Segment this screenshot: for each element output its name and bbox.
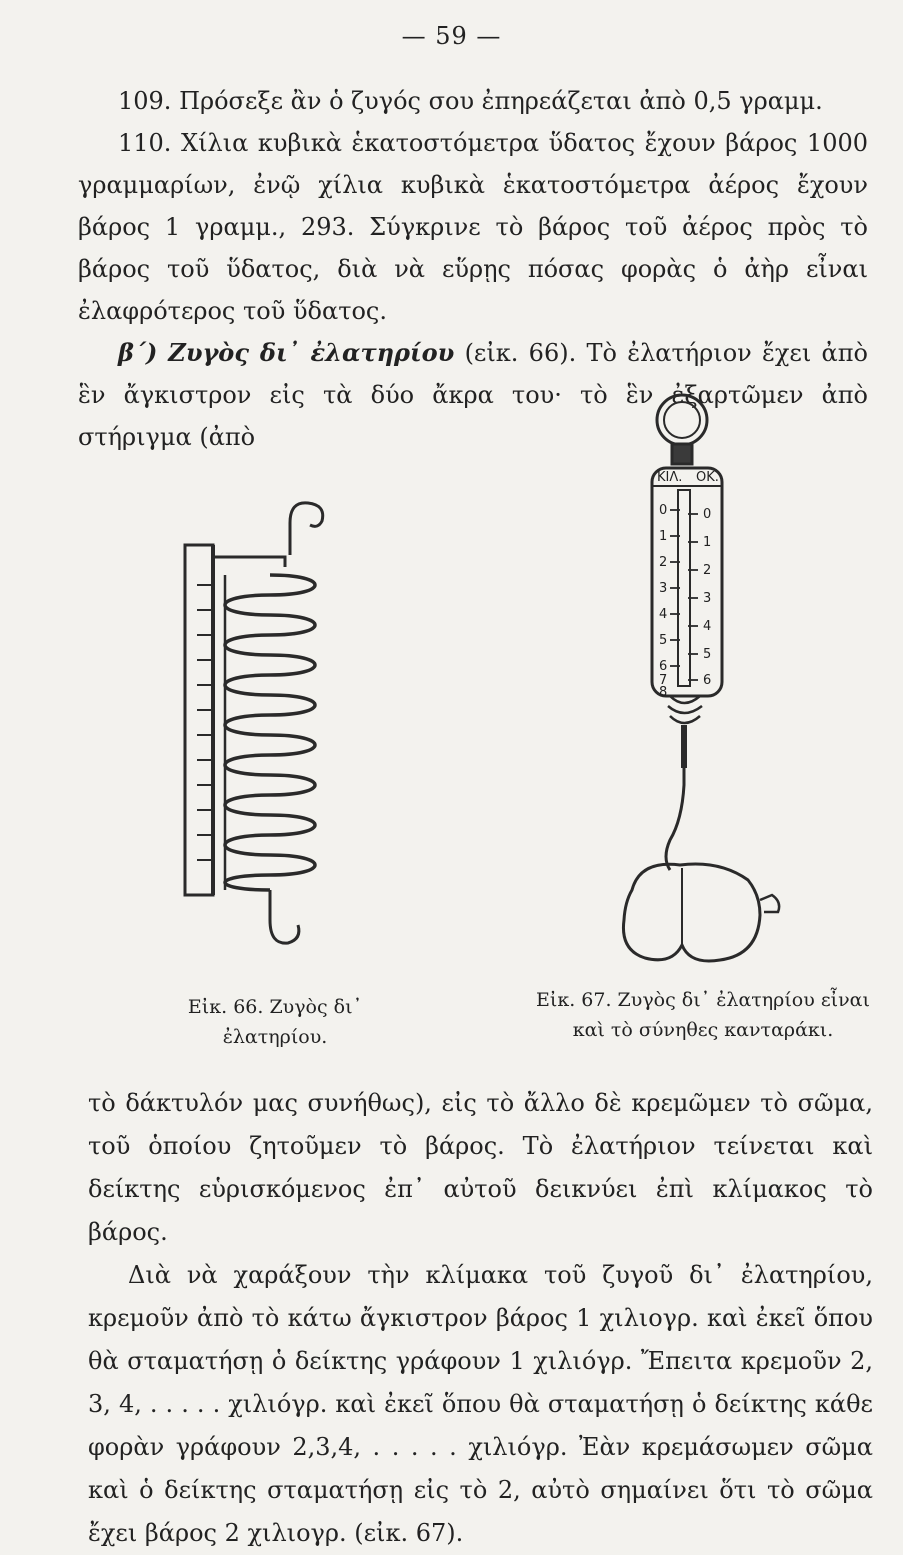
bottom-text-block — [88, 1082, 873, 1555]
kilo-mark: 8 — [659, 685, 668, 700]
kilo-mark: 2 — [659, 555, 668, 570]
kilo-mark: 0 — [659, 503, 668, 518]
figure-66-caption: Εἰκ. 66. Ζυγὸς δι᾽ ἐλατηρίου. — [187, 996, 363, 1048]
oka-mark: 4 — [703, 619, 712, 634]
hanging-bundle — [623, 864, 760, 961]
bottom-hook — [270, 890, 299, 943]
top-hook — [290, 503, 323, 555]
page-number: — 59 — — [401, 22, 502, 50]
section-heading-beta: β΄) Ζυγὸς δι᾽ ἐλατηρίου — [118, 338, 455, 367]
scale-label-kilo: ΚΙΛ. — [657, 470, 683, 485]
oka-mark: 5 — [703, 647, 712, 662]
scale-label-oka: ΟΚ. — [696, 470, 719, 485]
kilo-mark: 6 — [659, 659, 668, 674]
figure-67-kantaraki — [610, 390, 800, 980]
oka-mark: 0 — [703, 507, 712, 522]
scale-ticks — [197, 585, 213, 860]
oka-mark: 3 — [703, 591, 712, 606]
kilo-mark: 4 — [659, 607, 668, 622]
scale-ticks — [670, 510, 698, 680]
oka-mark: 1 — [703, 535, 712, 550]
figure-66-spring-balance — [170, 495, 360, 975]
bottom-hook — [666, 768, 684, 870]
oka-mark: 2 — [703, 563, 712, 578]
kilo-mark: 3 — [659, 581, 668, 596]
kilo-mark: 7 — [659, 673, 668, 688]
paragraph-scale: Διὰ νὰ χαράξουν τὴν κλίμακα τοῦ ζυγοῦ δι᾽ ἐλατηρίου, κρεμοῦν ἀπὸ τὸ κάτω ἄγκιστρον βάρος 1 χιλιογρ. καὶ ἐκεῖ ὅπου θὰ σταματήσῃ ὁ δείκτης γράφουν 1 χιλιόγρ. Ἔπειτα κρεμοῦν 2, 3, 4, . . . . . χιλιόγρ. καὶ ἐκεῖ ὅπου θὰ σταματήσῃ ὁ δείκτης κάθε φορὰν γράφουν 2,3,4, . . . . . χιλιόγρ. Ἐὰν κρεμάσωμεν σῶμα καὶ ὁ δείκτης σταματήσῃ εἰς τὸ 2, αὐτὸ σημαίνει ὅτι τὸ σῶμα ἔχει βάρος 2 χιλιογρ. (εἰκ. 67). — [88, 1261, 873, 1547]
spring-coil — [225, 575, 315, 890]
paragraph-109: 109. Πρόσεξε ἂν ὁ ζυγός σου ἐπηρεάζεται ἀπὸ 0,5 γραμμ. — [118, 87, 823, 115]
paragraph-beta-text: (εἰκ. 66). Τὸ ἐλατήριον ἔχει ἀπὸ ἓν ἄγκιστρον εἰς τὰ δύο ἄκρα του· τὸ ἓν ἐξαρτῶμεν ἀπὸ στήριγμα (ἀπὸ — [78, 339, 868, 451]
paragraph-continuation: τὸ δάκτυλόν μας συνήθως), εἰς τὸ ἄλλο δὲ κρεμῶμεν τὸ σῶμα, τοῦ ὁποίου ζητοῦμεν τὸ βάρος. Τὸ ἐλατήριον τείνεται καὶ δείκτης εὑρισκόμενος ἐπ᾽ αὐτοῦ δεικνύει ἐπὶ κλίμακος τὸ βάρος. — [88, 1089, 873, 1246]
kilo-mark: 1 — [659, 529, 668, 544]
figure-67-caption: Εἰκ. 67. Ζυγὸς δι᾽ ἐλατηρίου εἶναι καὶ τὸ σύνηθες κανταράκι. — [536, 989, 870, 1041]
kilo-mark: 5 — [659, 633, 668, 648]
paragraph-110: 110. Χίλια κυβικὰ ἑκατοστόμετρα ὕδατος ἔχουν βάρος 1000 γραμμαρίων, ἐνῷ χίλια κυβικὰ ἑκατοστόμετρα ἀέρος ἔχουν βάρος 1 γραμμ., 293. Σύγκρινε τὸ βάρος τοῦ ἀέρος πρὸς τὸ βάρος τοῦ ὕδατος, διὰ νὰ εὕρῃς πόσας φορὰς ὁ ἀὴρ εἶναι ἐλαφρότερος τοῦ ὕδατος. — [78, 129, 868, 325]
oka-mark: 6 — [703, 673, 712, 688]
scale-board — [185, 545, 213, 895]
